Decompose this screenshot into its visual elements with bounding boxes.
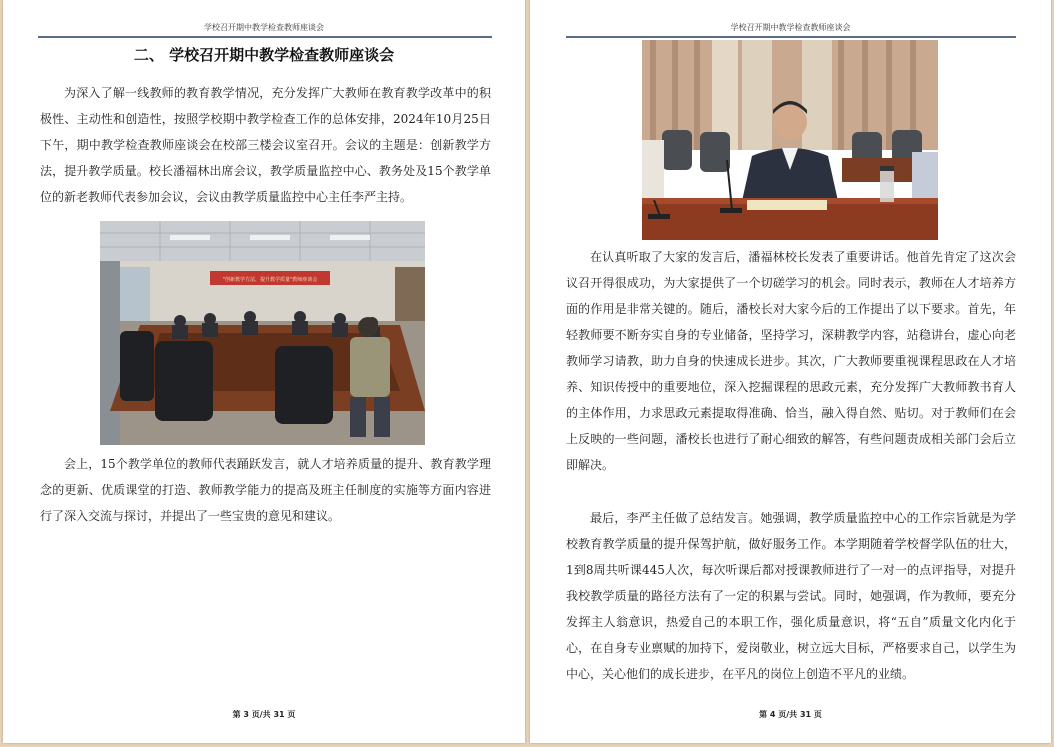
photo-banner-text: "创新教学方法，提升教学质量"教师座谈会	[222, 277, 318, 283]
summary-paragraph: 最后，李严主任做了总结发言。她强调，教学质量监控中心的工作宗旨就是为学校教育教学质量的提升保驾护航，做好服务工作。本学期随着学校督学队伍的壮大，1到8周共听课445人次，每次听课后都对授课教师进行了一对一的点评指导，对提升我校教学质量的路径方法有了一定的积累与尝试。同时，她强调，作为教师，要充分发挥主人翁意识，热爱自己的本职工作，强化质量意识，将“五自”质量文化内化于心，在自身专业禀赋的加持下，爱岗敬业，树立远大目标，严格要求自己，以学生为中心，关心他们的成长进步，在平凡的岗位上创造不平凡的业绩。	[566, 511, 1016, 681]
principal-speech-paragraph: 在认真听取了大家的发言后，潘福林校长发表了重要讲话。他首先肯定了这次会议召开得很成功，为大家提供了一个切磋学习的机会。同时表示，教师在人才培养方面的作用是非常关键的。随后，潘校长对大家今后的工作提出了以下要求。首先，年轻教师要不断夯实自身的专业储备，坚持学习，深耕教学内容，站稳讲台，虚心向老教师学习请教，助力自身的快速成长进步。其次，广大教师要重视课程思政在人才培养、知识传授中的重要地位，深入挖掘课程的思政元素，充分发挥广大教师教书育人的主体作用，力求思政元素提取得准确、恰当，融入得自然、贴切。对于教师们在会上反映的一些问题，潘校长也进行了耐心细致的解答，有些问题责成相关部门会后立即解决。	[566, 250, 1016, 472]
running-header: 学校召开期中教学检查教师座谈会	[730, 23, 851, 32]
section-heading: 二、 学校召开期中教学检查教师座谈会	[133, 46, 395, 64]
intro-paragraph: 为深入了解一线教师的教育教学情况，充分发挥广大教师在教育教学改革中的积极性、主动性和创造性，按照学校期中教学检查工作的总体安排，2024年10月25日下午，期中教学检查教师座谈会在校部三楼会议室召开。会议的主题是：创新教学方法，提升教学质量。校长潘福林出席会议，教学质量监控中心、教务处及15个教学单位的新老教师代表参加会议，会议由教学质量监控中心主任李严主持。	[40, 86, 491, 204]
document-page-3	[3, 0, 525, 743]
document-page-4	[530, 0, 1051, 743]
running-header: 学校召开期中教学检查教师座谈会	[204, 23, 324, 32]
principal-speech-photo	[642, 40, 938, 240]
page-number: 第 4 页/共 31 页	[759, 710, 822, 719]
header-rule	[566, 36, 1016, 38]
discussion-paragraph: 会上，15个教学单位的教师代表踊跃发言，就人才培养质量的提升、教育教学理念的更新、优质课堂的打造、教师教学能力的提高及班主任制度的实施等方面内容进行了深入交流与探讨，并提出了一些宝贵的意见和建议。	[40, 457, 491, 523]
header-rule	[38, 36, 492, 38]
page-number: 第 3 页/共 31 页	[232, 710, 296, 719]
meeting-room-photo	[100, 221, 425, 445]
